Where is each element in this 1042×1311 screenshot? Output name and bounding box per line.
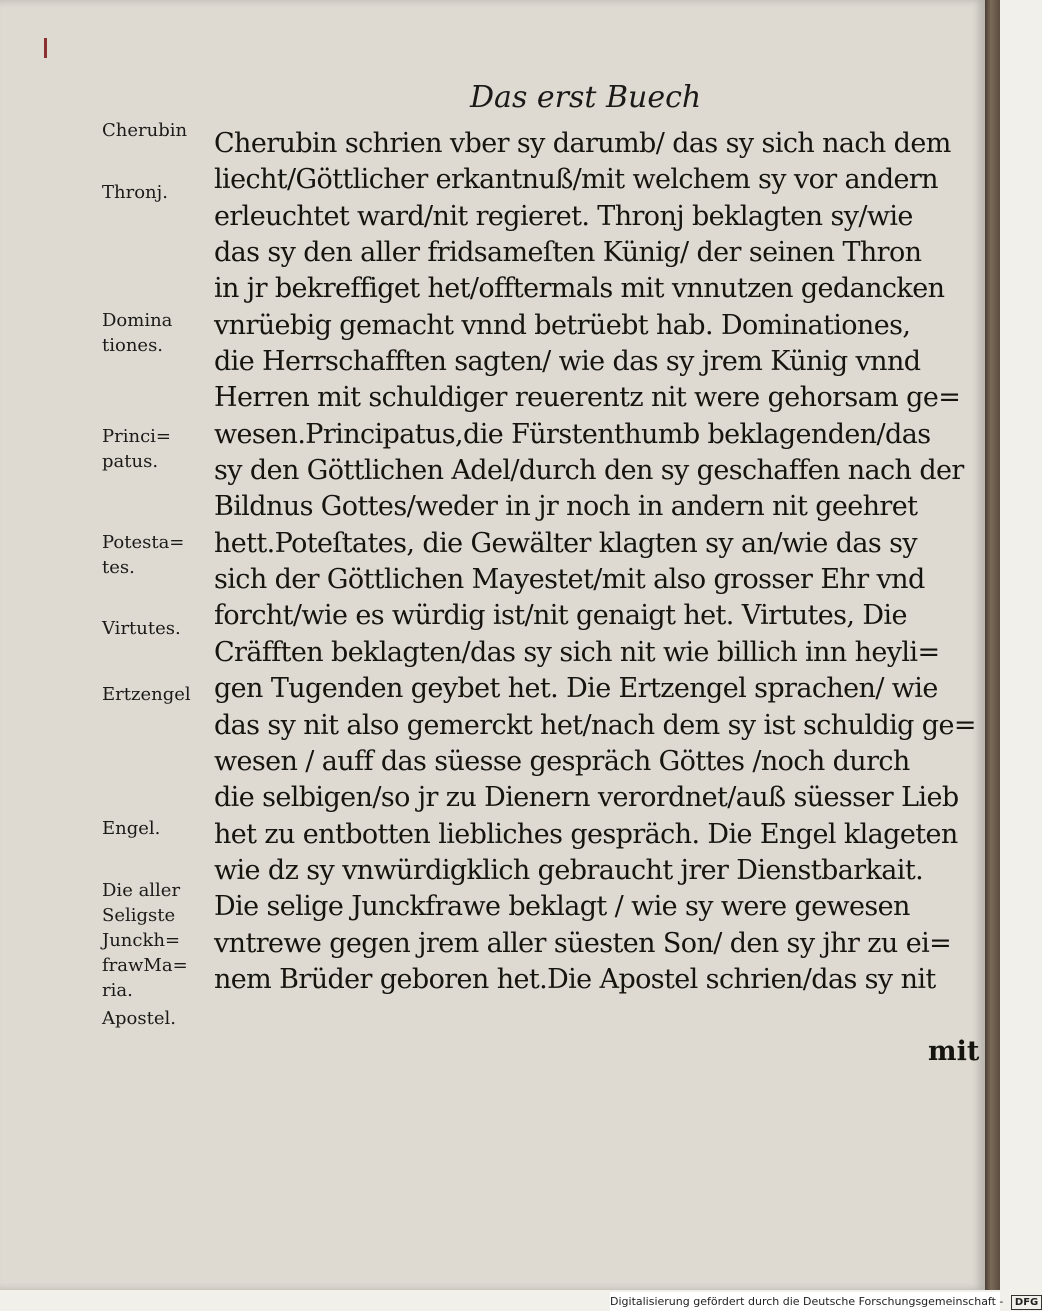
margin-note-line: Apostel. (102, 1008, 176, 1029)
text-line: die Herrschafften sagten/ wie das sy jrem Künig vnnd (214, 346, 921, 378)
text-line: forcht/wie es würdig ist/nit genaigt het. Virtutes, Die (214, 600, 907, 632)
text-line: wie dz sy vnwürdigklich gebraucht jrer Dienstbarkait. (214, 854, 924, 886)
margin-note-line: Virtutes. (102, 618, 181, 639)
text-line: sich der Göttlichen Mayestet/mit also grosser Ehr vnd (214, 564, 925, 596)
text-line: vnrüebig gemacht vnnd betrüebt hab. Dominationes, (214, 309, 911, 341)
page-corner-mark (44, 38, 47, 58)
text-line: vntrewe gegen jrem aller süesten Son/ den sy jhr zu ei= (214, 927, 952, 959)
margin-note-line: Potesta= (102, 532, 185, 553)
text-line: Die selige Junckfrawe beklagt / wie sy were gewesen (214, 891, 910, 923)
text-line: sy den Göttlichen Adel/durch den sy geschaffen nach der (214, 455, 964, 487)
text-line: hett.Poteſtates, die Gewälter klagten sy an/wie das sy (214, 527, 918, 559)
margin-note-line: Junckh= (102, 930, 181, 951)
text-line: liecht/Göttlicher erkantnuß/mit welchem sy vor andern (214, 164, 938, 196)
margin-note-line: patus. (102, 451, 159, 472)
body-text (214, 126, 984, 998)
margin-note-engel (102, 816, 214, 841)
margin-note-line: frawMa= (102, 955, 188, 976)
catchword: mit (928, 1036, 980, 1067)
margin-note-cherubin (102, 118, 214, 143)
margin-note-line: ria. (102, 980, 133, 1001)
digitization-footer (610, 1292, 1039, 1311)
text-line: die selbigen/so jr zu Dienern verordnet/auß süesser Lieb (214, 782, 959, 814)
margin-note-line: Die aller (102, 880, 181, 901)
running-head: Das erst Buech (470, 80, 702, 115)
text-line: das sy den aller fridsameſten Künig/ der seinen Thron (214, 237, 922, 269)
margin-note-throni (102, 180, 214, 205)
margin-note-maria (102, 878, 214, 1003)
text-line: gen Tugenden geybet het. Die Ertzengel sprachen/ wie (214, 673, 938, 705)
footer-text: Digitalisierung gefördert durch die Deutsche Forschungsgemeinschaft - (610, 1295, 1004, 1308)
margin-note-line: Domina (102, 310, 173, 331)
margin-note-line: Cherubin (102, 120, 188, 141)
text-line: Cherubin schrien vber sy darumb/ das sy sich nach dem (214, 128, 951, 159)
text-line: Herren mit schuldiger reuerentz nit were gehorsam ge= (214, 382, 961, 414)
text-line: in jr bekreffiget het/offtermals mit vnnutzen gedancken (214, 273, 945, 305)
book-spine-edge (985, 0, 1000, 1290)
margin-note-line: tes. (102, 557, 135, 578)
margin-note-virtutes (102, 616, 214, 641)
margin-note-line: Thronj. (102, 182, 168, 203)
text-line: wesen / auff das süesse gespräch Göttes /noch durch (214, 745, 910, 777)
margin-note-line: Ertzengel (102, 684, 191, 705)
margin-note-potestates (102, 530, 214, 580)
margin-note-principatus (102, 424, 214, 474)
text-line: Cräfften beklagten/das sy sich nit wie billich inn heyli= (214, 636, 940, 668)
margin-note-line: Engel. (102, 818, 161, 839)
margin-note-line: Seligste (102, 905, 176, 926)
margin-note-line: Princi= (102, 426, 171, 447)
margin-note-line: tiones. (102, 335, 164, 356)
margin-note-dominationes (102, 308, 214, 358)
margin-note-apostel (102, 1006, 214, 1031)
text-line: das sy nit also gemerckt het/nach dem sy ist schuldig ge= (214, 709, 976, 741)
text-line: nem Brüder geboren het.Die Apostel schrien/das sy nit (214, 963, 936, 995)
text-line: het zu entbotten liebliches gespräch. Die Engel klageten (214, 818, 958, 850)
dfg-logo: DFG (1011, 1295, 1042, 1310)
text-line: Bildnus Gottes/weder in jr noch in andern nit geehret (214, 491, 918, 523)
text-line: wesen.Principatus,die Fürstenthumb beklagenden/das (214, 418, 931, 450)
text-line: erleuchtet ward/nit regieret. Thronj beklagten sy/wie (214, 200, 913, 232)
margin-note-ertzengel (102, 682, 214, 707)
